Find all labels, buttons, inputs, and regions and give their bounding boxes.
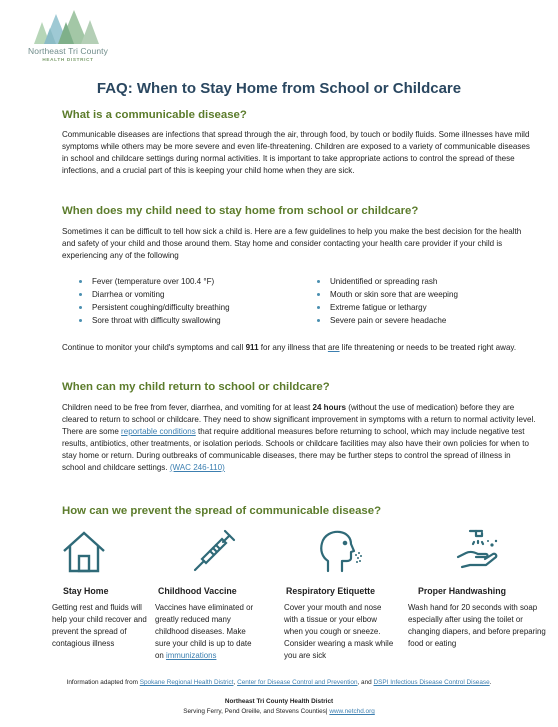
list-item: Diarrhea or vomiting bbox=[78, 288, 230, 301]
symptom-list-right bbox=[316, 275, 458, 327]
list-item: Severe pain or severe headache bbox=[316, 314, 458, 327]
prevention-body-vaccine: Vaccines have eliminated or greatly reduced many childhood diseases. Make sure your child is up to date on immunizations bbox=[155, 603, 254, 660]
section-body-monitor: Continue to monitor your child's symptoms and call 911 for any illness that are life threatening or needs to be treated right away. bbox=[62, 343, 517, 352]
prevention-title-handwashing: Proper Handwashing bbox=[418, 586, 506, 596]
prevention-title-respiratory: Respiratory Etiquette bbox=[286, 586, 375, 596]
srhd-link[interactable]: Spokane Regional Health District bbox=[139, 679, 234, 686]
section-heading-prevent: How can we prevent the spread of communicable disease? bbox=[62, 505, 382, 517]
section-body-stay-home-intro: Sometimes it can be difficult to tell how sick a child is. Here are a few guidelines to help you make the best decision for the health and safety of your child and those around them. Stay home and consider contacting your health care provider if your child is experiencing any of the following bbox=[62, 227, 522, 260]
pine-trees-icon bbox=[26, 8, 110, 46]
prevention-title-stay-home: Stay Home bbox=[63, 586, 109, 596]
section-heading-communicable: What is a communicable disease? bbox=[62, 109, 247, 121]
section-heading-return: When can my child return to school or childcare? bbox=[62, 381, 330, 393]
symptom-list-left bbox=[78, 275, 230, 327]
logo-subtitle: HEALTH DISTRICT bbox=[42, 57, 94, 62]
prevention-body-stay-home: Getting rest and fluids will help your child recover and prevent the spread of contagious illness bbox=[52, 603, 147, 648]
prevention-body-handwashing: Wash hand for 20 seconds with soap especially after using the toilet or changing diapers, and before preparing food or eating bbox=[408, 603, 546, 648]
footer-serving: Serving Ferry, Pend Oreille, and Stevens Counties| www.netchd.org bbox=[183, 708, 375, 715]
website-link[interactable]: www.netchd.org bbox=[329, 708, 375, 715]
syringe-icon bbox=[190, 527, 238, 575]
footer-org-name: Northeast Tri County Health District bbox=[224, 698, 334, 705]
dspi-link[interactable]: DSPI Infectious Disease Control Disease bbox=[373, 679, 490, 686]
section-body-return: Children need to be free from fever, diarrhea, and vomiting for at least 24 hours (without the use of medication) before they are cleared to return to school or childcare. They need to show significant improvement in symptoms with a return to normal activity level. There are some reportable conditions that require additional measures before returning to school, which may include negative test results, antibiotics, other treatments, or isolation periods. Schools or childcare facilities may also have their own policies for when to stay home or return. During outbreaks of communicable diseases, there may be further steps to control the spread of illness in school and childcare settings. (WAC 246-110) bbox=[62, 403, 536, 472]
house-icon bbox=[60, 527, 108, 575]
reportable-conditions-link[interactable]: reportable conditions bbox=[121, 427, 196, 436]
logo-name: Northeast Tri County bbox=[28, 46, 108, 56]
wac-link[interactable]: (WAC 246-110) bbox=[169, 463, 225, 472]
list-item: Unidentified or spreading rash bbox=[316, 275, 458, 288]
cough-head-icon bbox=[314, 527, 362, 575]
list-item: Mouth or skin sore that are weeping bbox=[316, 288, 458, 301]
emergency-number: 911 bbox=[245, 343, 259, 352]
section-body-communicable: Communicable diseases are infections that spread through the air, through food, by touch or bodily fluids. Some illnesses have mild symptoms while others may be more severe and even life-threatening. Children are exposed to a variety of communicable diseases in school and childcare settings during normal activities. It is important to take appropriate actions to control the spread of these infections, and a crucial part of this is keeping your child home when they are sick. bbox=[62, 130, 530, 175]
section-heading-stay-home: When does my child need to stay home from school or childcare? bbox=[62, 205, 419, 217]
handwashing-icon bbox=[452, 527, 500, 575]
cdc-link[interactable]: Center for Disease Control and Prevention bbox=[237, 679, 358, 686]
list-item: Extreme fatigue or lethargy bbox=[316, 301, 458, 314]
list-item: Sore throat with difficulty swallowing bbox=[78, 314, 230, 327]
prevention-body-respiratory: Cover your mouth and nose with a tissue or your elbow when you cough or sneeze. Consider wearing a mask while you are sick bbox=[284, 603, 394, 660]
list-item: Persistent coughing/difficulty breathing bbox=[78, 301, 230, 314]
prevention-title-vaccine: Childhood Vaccine bbox=[158, 586, 237, 596]
list-item: Fever (temperature over 100.4 °F) bbox=[78, 275, 230, 288]
immunizations-link[interactable]: immunizations bbox=[165, 651, 217, 660]
page-title: FAQ: When to Stay Home from School or Childcare bbox=[96, 80, 462, 97]
source-attribution: Information adapted from Spokane Regional Health District, Center for Disease Control and Prevention, and DSPI Infectious Disease Control Disease. bbox=[66, 679, 492, 686]
district-logo bbox=[18, 8, 118, 60]
